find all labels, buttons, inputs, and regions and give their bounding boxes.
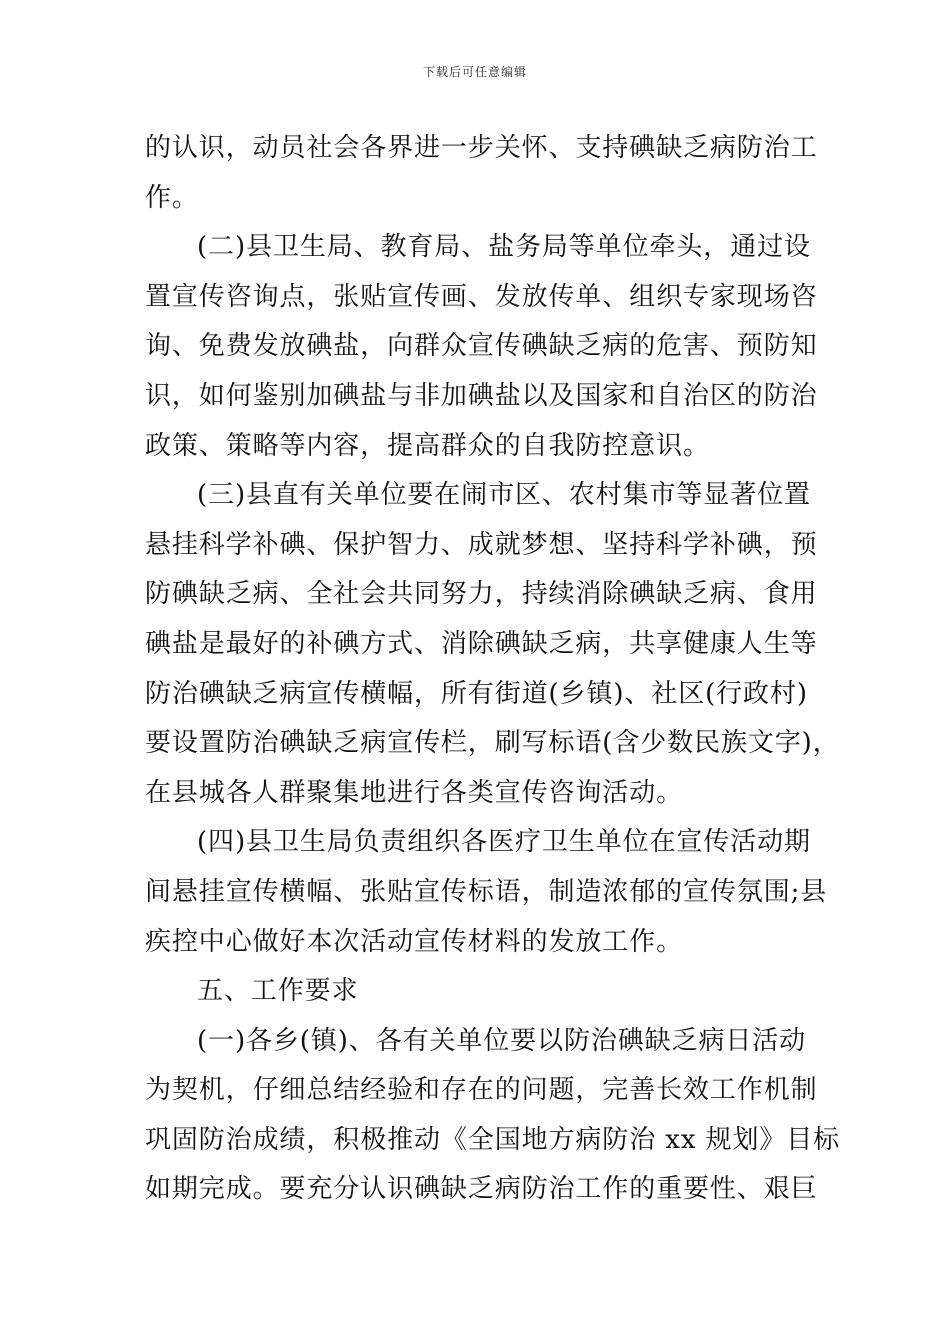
text-line: 疾控中心做好本次活动宣传材料的发放工作。 xyxy=(145,926,684,957)
document-body xyxy=(145,124,841,1215)
text-line: 要设置防治碘缺乏病宣传栏，刷写标语(含少数民族文字)， xyxy=(145,728,840,759)
text-line: 的认识，动员社会各界进一步关怀、支持碘缺乏病防治工 xyxy=(145,133,818,163)
text-line: 如期完成。要充分认识碘缺乏病防治工作的重要性、艰巨 xyxy=(145,1174,818,1205)
text-line: 防碘缺乏病、全社会共同努力，持续消除碘缺乏病、食用 xyxy=(145,579,818,610)
text-line: 巩固防治成绩，积极推动《全国地方病防治 xx 规划》目标 xyxy=(145,1124,841,1155)
text-line: 置宣传咨询点，张贴宣传画、发放传单、组织专家现场咨 xyxy=(145,281,818,312)
text-line: 询、免费发放碘盐，向群众宣传碘缺乏病的危害、预防知 xyxy=(145,331,818,362)
text-line: 悬挂科学补碘、保护智力、成就梦想、坚持科学补碘，预 xyxy=(145,529,818,560)
text-line: 碘盐是最好的补碘方式、消除碘缺乏病，共享健康人生等 xyxy=(145,628,818,659)
text-line: 政策、策略等内容，提高群众的自我防控意识。 xyxy=(145,430,710,461)
text-line: 识，如何鉴别加碘盐与非加碘盐以及国家和自治区的防治 xyxy=(145,380,818,411)
page-header: 下载后可任意编辑 xyxy=(422,65,527,79)
text-line: (四)县卫生局负责组织各医疗卫生单位在宣传活动期 xyxy=(197,827,811,858)
text-line: 在县城各人群聚集地进行各类宣传咨询活动。 xyxy=(145,777,684,808)
text-line: (二)县卫生局、教育局、盐务局等单位牵头，通过设 xyxy=(197,232,811,263)
text-line: (三)县直有关单位要在闹市区、农村集市等显著位置 xyxy=(197,480,811,511)
text-line: 间悬挂宣传横幅、张贴宣传标语，制造浓郁的宣传氛围;县 xyxy=(145,876,828,907)
text-line: (一)各乡(镇)、各有关单位要以防治碘缺乏病日活动 xyxy=(197,1025,807,1056)
text-line: 防治碘缺乏病宣传横幅，所有街道(乡镇)、社区(行政村) xyxy=(145,678,808,709)
text-line: 五、工作要求 xyxy=(197,976,359,1007)
text-line: 为契机，仔细总结经验和存在的问题，完善长效工作机制 xyxy=(145,1075,818,1106)
text-line: 作。 xyxy=(145,182,199,213)
